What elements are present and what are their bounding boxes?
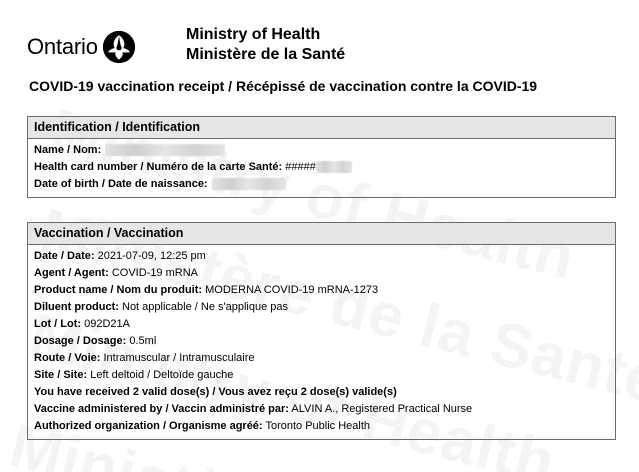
health-card-label: Health card number / Numéro de la carte Santé: xyxy=(34,161,283,173)
date-value: 2021-07-09, 12:25 pm xyxy=(97,250,206,262)
date-row xyxy=(34,248,609,265)
name-row xyxy=(34,142,609,159)
route-row xyxy=(34,350,609,367)
product-row xyxy=(34,282,609,299)
organization-value: Toronto Public Health xyxy=(265,420,371,432)
health-card-row xyxy=(34,159,609,176)
agent-value: COVID-19 mRNA xyxy=(111,267,198,279)
product-label: Product name / Nom du produit: xyxy=(34,284,203,296)
ministry-name-en: Ministry of Health xyxy=(186,26,321,43)
dob-row xyxy=(34,176,609,193)
site-row xyxy=(34,367,609,384)
lot-row xyxy=(34,316,609,333)
redacted-dob xyxy=(212,178,286,190)
diluent-label: Diluent product: xyxy=(34,301,119,313)
administered-label: Vaccine administered by / Vaccin administré par: xyxy=(34,403,289,415)
site-value: Left deltoid / Deltoïde gauche xyxy=(90,369,234,381)
identification-section xyxy=(27,116,616,198)
dosage-value: 0.5ml xyxy=(129,335,157,347)
route-label: Route / Voie: xyxy=(34,352,101,364)
redacted-health-card xyxy=(316,161,352,173)
trillium-icon xyxy=(102,30,136,64)
dosage-label: Dosage / Dosage: xyxy=(34,335,127,347)
redacted-name xyxy=(105,144,225,156)
doses-text: You have received 2 valid dose(s) / Vous avez reçu 2 dose(s) valide(s) xyxy=(34,386,397,398)
ministry-name xyxy=(186,25,345,65)
agent-label: Agent / Agent: xyxy=(34,267,109,279)
lot-label: Lot / Lot: xyxy=(34,318,82,330)
dosage-row xyxy=(34,333,609,350)
administered-value: ALVIN A., Registered Practical Nurse xyxy=(291,403,473,415)
route-value: Intramuscular / Intramusculaire xyxy=(103,352,255,364)
document-header xyxy=(0,0,639,72)
agent-row xyxy=(34,265,609,282)
ontario-logo xyxy=(27,30,136,64)
lot-value: 092D21A xyxy=(84,318,130,330)
dob-label: Date of birth / Date de naissance: xyxy=(34,178,208,190)
health-card-value: ##### xyxy=(285,161,316,173)
organization-label: Authorized organization / Organisme agréé: xyxy=(34,420,263,432)
diluent-value: Not applicable / Ne s'applique pas xyxy=(122,301,288,313)
diluent-row xyxy=(34,299,609,316)
doses-row xyxy=(34,384,609,401)
product-value: MODERNA COVID-19 mRNA-1273 xyxy=(205,284,379,296)
vaccination-heading: Vaccination / Vaccination xyxy=(28,223,615,245)
receipt-title: COVID-19 vaccination receipt / Récépissé de vaccination contre la COVID-19 xyxy=(29,78,538,94)
date-label: Date / Date: xyxy=(34,250,95,262)
name-label: Name / Nom: xyxy=(34,144,102,156)
logo-text: Ontario xyxy=(27,34,98,59)
ministry-name-fr: Ministère de la Santé xyxy=(186,46,346,63)
administered-row xyxy=(34,401,609,418)
site-label: Site / Site: xyxy=(34,369,88,381)
identification-heading: Identification / Identification xyxy=(28,117,615,139)
vaccination-section xyxy=(27,222,616,440)
organization-row xyxy=(34,418,609,435)
